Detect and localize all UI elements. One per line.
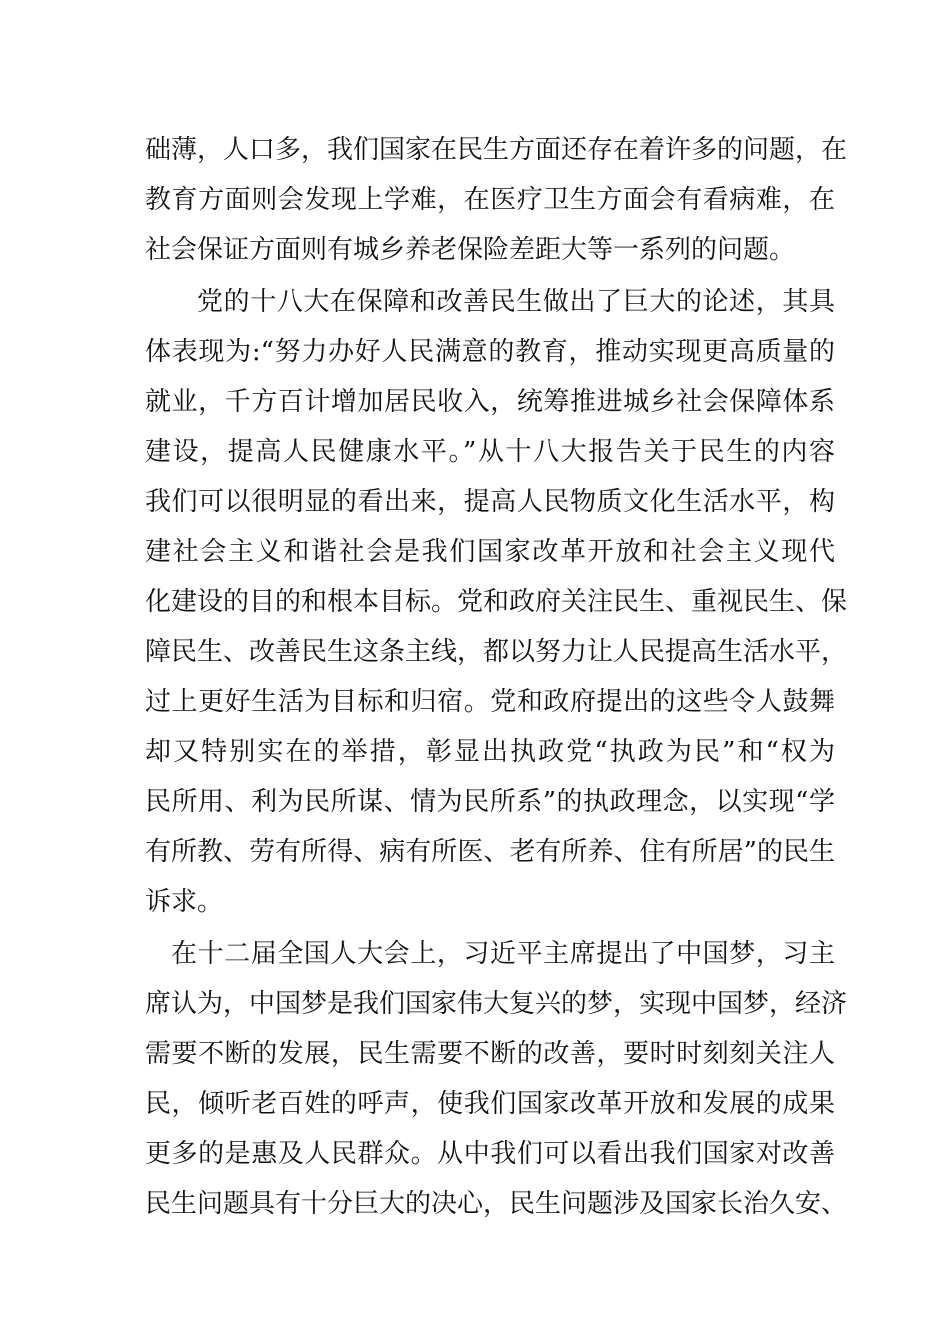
paragraph-2-line-1: 党的十八大在保障和改善民生做出了巨大的论述，其具 [197,287,835,317]
paragraph-2-line-13: 诉求。 [145,887,224,917]
paragraph-2-line-11: 民所用、利为民所谋、情为民所系”的执政理念，以实现“学 [145,787,835,817]
paragraph-2-line-12: 有所教、劳有所得、病有所医、老有所养、住有所居”的民生 [145,837,835,867]
paragraph-1-line-1: 础薄，人口多，我们国家在民生方面还存在着许多的问题，在 [145,135,848,165]
paragraph-1-line-3: 社会保证方面则有城乡养老保险差距大等一系列的问题。 [145,235,796,265]
paragraph-3-line-1: 在十二届全国人大会上，习近平主席提出了中国梦，习主 [171,939,835,969]
paragraph-2-line-9: 过上更好生活为目标和归宿。党和政府提出的这些令人鼓舞 [145,687,835,717]
paragraph-2-line-3: 就业，千方百计增加居民收入，统筹推进城乡社会保障体系 [145,387,835,417]
paragraph-3-line-6: 民生问题具有十分巨大的决心，民生问题涉及国家长治久安、 [145,1189,848,1219]
paragraph-2-line-7: 化建设的目的和根本目标。党和政府关注民生、重视民生、保 [145,587,848,617]
paragraph-2-line-8: 障民生、改善民生这条主线，都以努力让人民提高生活水平， [145,637,848,667]
paragraph-2-line-6: 建社会主义和谐社会是我们国家改革开放和社会主义现代 [145,537,835,567]
paragraph-2-line-5: 我们可以很明显的看出来，提高人民物质文化生活水平，构 [145,487,835,517]
paragraph-2-line-10: 却又特别实在的举措，彰显出执政党“执政为民”和“权为 [145,737,835,767]
paragraph-3-line-5: 更多的是惠及人民群众。从中我们可以看出我们国家对改善 [145,1139,835,1169]
paragraph-3-line-4: 民，倾听老百姓的呼声，使我们国家改革开放和发展的成果 [145,1089,835,1119]
paragraph-3-line-2: 席认为，中国梦是我们国家伟大复兴的梦，实现中国梦，经济 [145,989,848,1019]
paragraph-2-line-4: 建设，提高人民健康水平。”从十八大报告关于民生的内容 [145,437,835,467]
paragraph-3-line-3: 需要不断的发展，民生需要不断的改善，要时时刻刻关注人 [145,1039,835,1069]
paragraph-1-line-2: 教育方面则会发现上学难，在医疗卫生方面会有看病难，在 [145,185,835,215]
paragraph-2-line-2: 体表现为:“努力办好人民满意的教育，推动实现更高质量的 [145,337,835,367]
